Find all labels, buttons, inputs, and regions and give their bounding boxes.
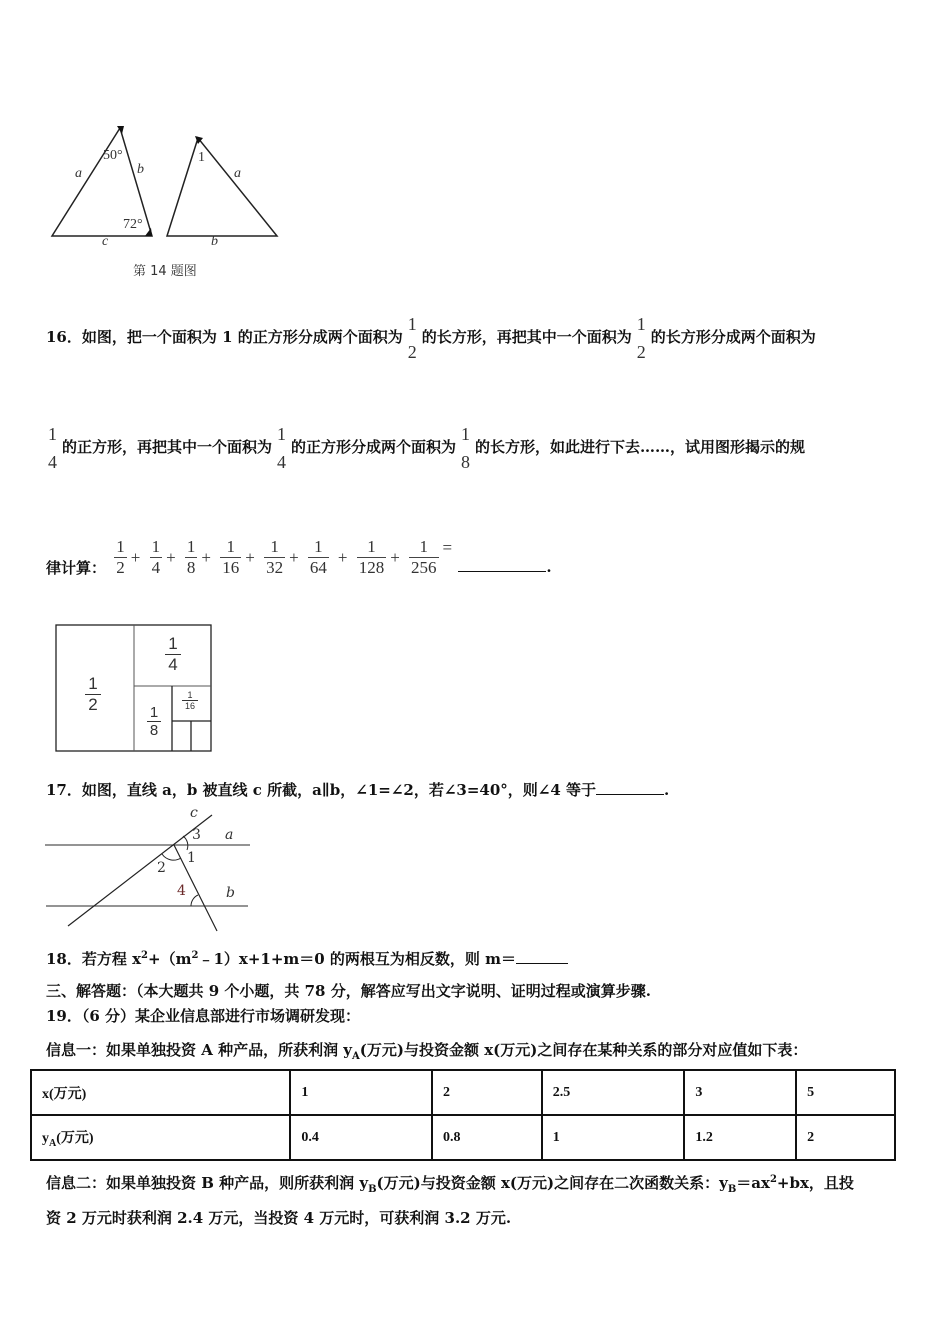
- sum-term: $\frac{1}{128}$: [358, 537, 385, 577]
- q19-info-1: 信息一：如果单独投资 A 种产品，所获利润 $y_A$(万元)与投资金额 x(万元)之间存在某种关系的部分对应值如下表：: [46, 1041, 808, 1062]
- sum-term: $\frac{1}{16}$: [222, 537, 240, 577]
- side-c-label: c: [102, 234, 109, 249]
- label-quarter: 1 4: [165, 634, 181, 675]
- table-row: [31, 1115, 895, 1160]
- label-a: a: [225, 827, 234, 843]
- figure-14: [45, 120, 295, 280]
- table-row: [31, 1070, 895, 1115]
- row-header: x(万元): [31, 1070, 290, 1115]
- sum-term: $\frac{1}{8}$: [186, 537, 196, 577]
- q19-intro: 19．（6 分）某企业信息部进行市场调研发现：: [46, 1007, 361, 1025]
- side-a2-label: a: [234, 166, 241, 181]
- label-angle-1: 1: [187, 850, 196, 866]
- q19-info-2: 信息二：如果单独投资 B 种产品，则所获利润 $y_B$(万元)与投资金额 x(万元)之间存在二次函数关系：$y_B=ax^2+bx$，且投: [46, 1174, 854, 1195]
- answer-blank[interactable]: [596, 778, 664, 795]
- angle-72-label: 72°: [123, 217, 143, 232]
- sum-term: $\frac{1}{32}$: [266, 537, 284, 577]
- label-sixteenth: 1 16: [182, 690, 198, 711]
- table-cell: 5: [796, 1070, 895, 1115]
- label-c: c: [190, 805, 198, 821]
- triangles-diagram: [45, 120, 295, 245]
- sum-term: $\frac{1}{2}$: [116, 537, 125, 577]
- angle-50-label: 50°: [103, 148, 123, 163]
- q16-line-1: 16．如图，把一个面积为 1 的正方形分成两个面积为 1 2 的长方形，再把其中一个面积为 1 2 的长方形分成两个面积为: [46, 314, 816, 362]
- side-a-label: a: [75, 166, 82, 181]
- side-b2-label: b: [211, 234, 218, 249]
- q16-line-3: 律计算： $\frac{1}{2}$ + $\frac{1}{4}$ + $\frac{1}{8}$ + $\frac{1}{16}$ + $\frac{1}{32}$ + $\frac{1}{64}$ + $\frac{1}{128}$ + $\frac{1}{256}$ = .: [46, 537, 552, 577]
- fraction-quarter: 1 4: [277, 424, 287, 472]
- square-division-diagram: [55, 624, 213, 753]
- q19-info-2-cont: 资 2 万元时获利润 2.4 万元，当投资 4 万元时，可获利润 3.2 万元.: [46, 1209, 512, 1227]
- sum-term: $\frac{1}{256}$: [411, 537, 437, 577]
- fraction-eighth: 1 8: [461, 424, 471, 472]
- table-cell: 2.5: [542, 1070, 685, 1115]
- q16-line-2: 1 4 的正方形，再把其中一个面积为 1 4 的正方形分成两个面积为 1 8 的长方形，如此进行下去……，试用图形揭示的规: [48, 424, 806, 472]
- angle-1-label: 1: [198, 150, 205, 165]
- table-cell: 2: [432, 1070, 542, 1115]
- section-heading: 三、解答题：（本大题共 9 个小题，共 78 分，解答应写出文字说明、证明过程或演算步骤.: [46, 982, 651, 1000]
- q17-text: 17．如图，直线 a，b 被直线 c 所截，a∥b，∠1=∠2，若∠3=40°，则∠4 等于 .: [46, 778, 669, 800]
- parallel-lines-figure: [40, 805, 260, 940]
- investment-table: [30, 1069, 896, 1161]
- table-cell: 1.2: [684, 1115, 796, 1160]
- label-angle-2: 2: [157, 860, 166, 876]
- label-b: b: [226, 885, 235, 901]
- q16-text: 16．如图，把一个面积为 1 的正方形分成两个面积为: [46, 328, 403, 346]
- fraction-half: 1 2: [636, 314, 646, 362]
- answer-blank[interactable]: [458, 555, 546, 572]
- table-cell: 1: [542, 1115, 685, 1160]
- sum-term: $\frac{1}{4}$: [151, 537, 161, 577]
- fraction-quarter: 1 4: [48, 424, 57, 472]
- square-division-figure: [55, 624, 213, 753]
- row-header: $y_A$(万元): [31, 1115, 290, 1160]
- parallel-lines-diagram: [40, 805, 260, 940]
- figure-caption: 第 14 题图: [133, 264, 197, 279]
- label-half: 1 2: [85, 674, 101, 715]
- label-angle-3: 3: [192, 827, 201, 843]
- q18-text: 18．若方程 $x^2+(m^2﹣1)x+1+m=0$ 的两根互为相反数，则 m＝: [46, 946, 568, 969]
- table-cell: 0.8: [432, 1115, 542, 1160]
- table-cell: 1: [290, 1070, 432, 1115]
- table-cell: 3: [684, 1070, 796, 1115]
- side-b-label: b: [137, 162, 144, 177]
- label-eighth: 1 8: [147, 704, 161, 739]
- table-cell: 0.4: [290, 1115, 432, 1160]
- label-angle-4: 4: [177, 883, 186, 899]
- table-cell: 2: [796, 1115, 895, 1160]
- answer-blank[interactable]: [516, 947, 568, 964]
- fraction-half: 1 2: [407, 314, 417, 362]
- sum-term: $\frac{1}{64}$: [309, 537, 327, 577]
